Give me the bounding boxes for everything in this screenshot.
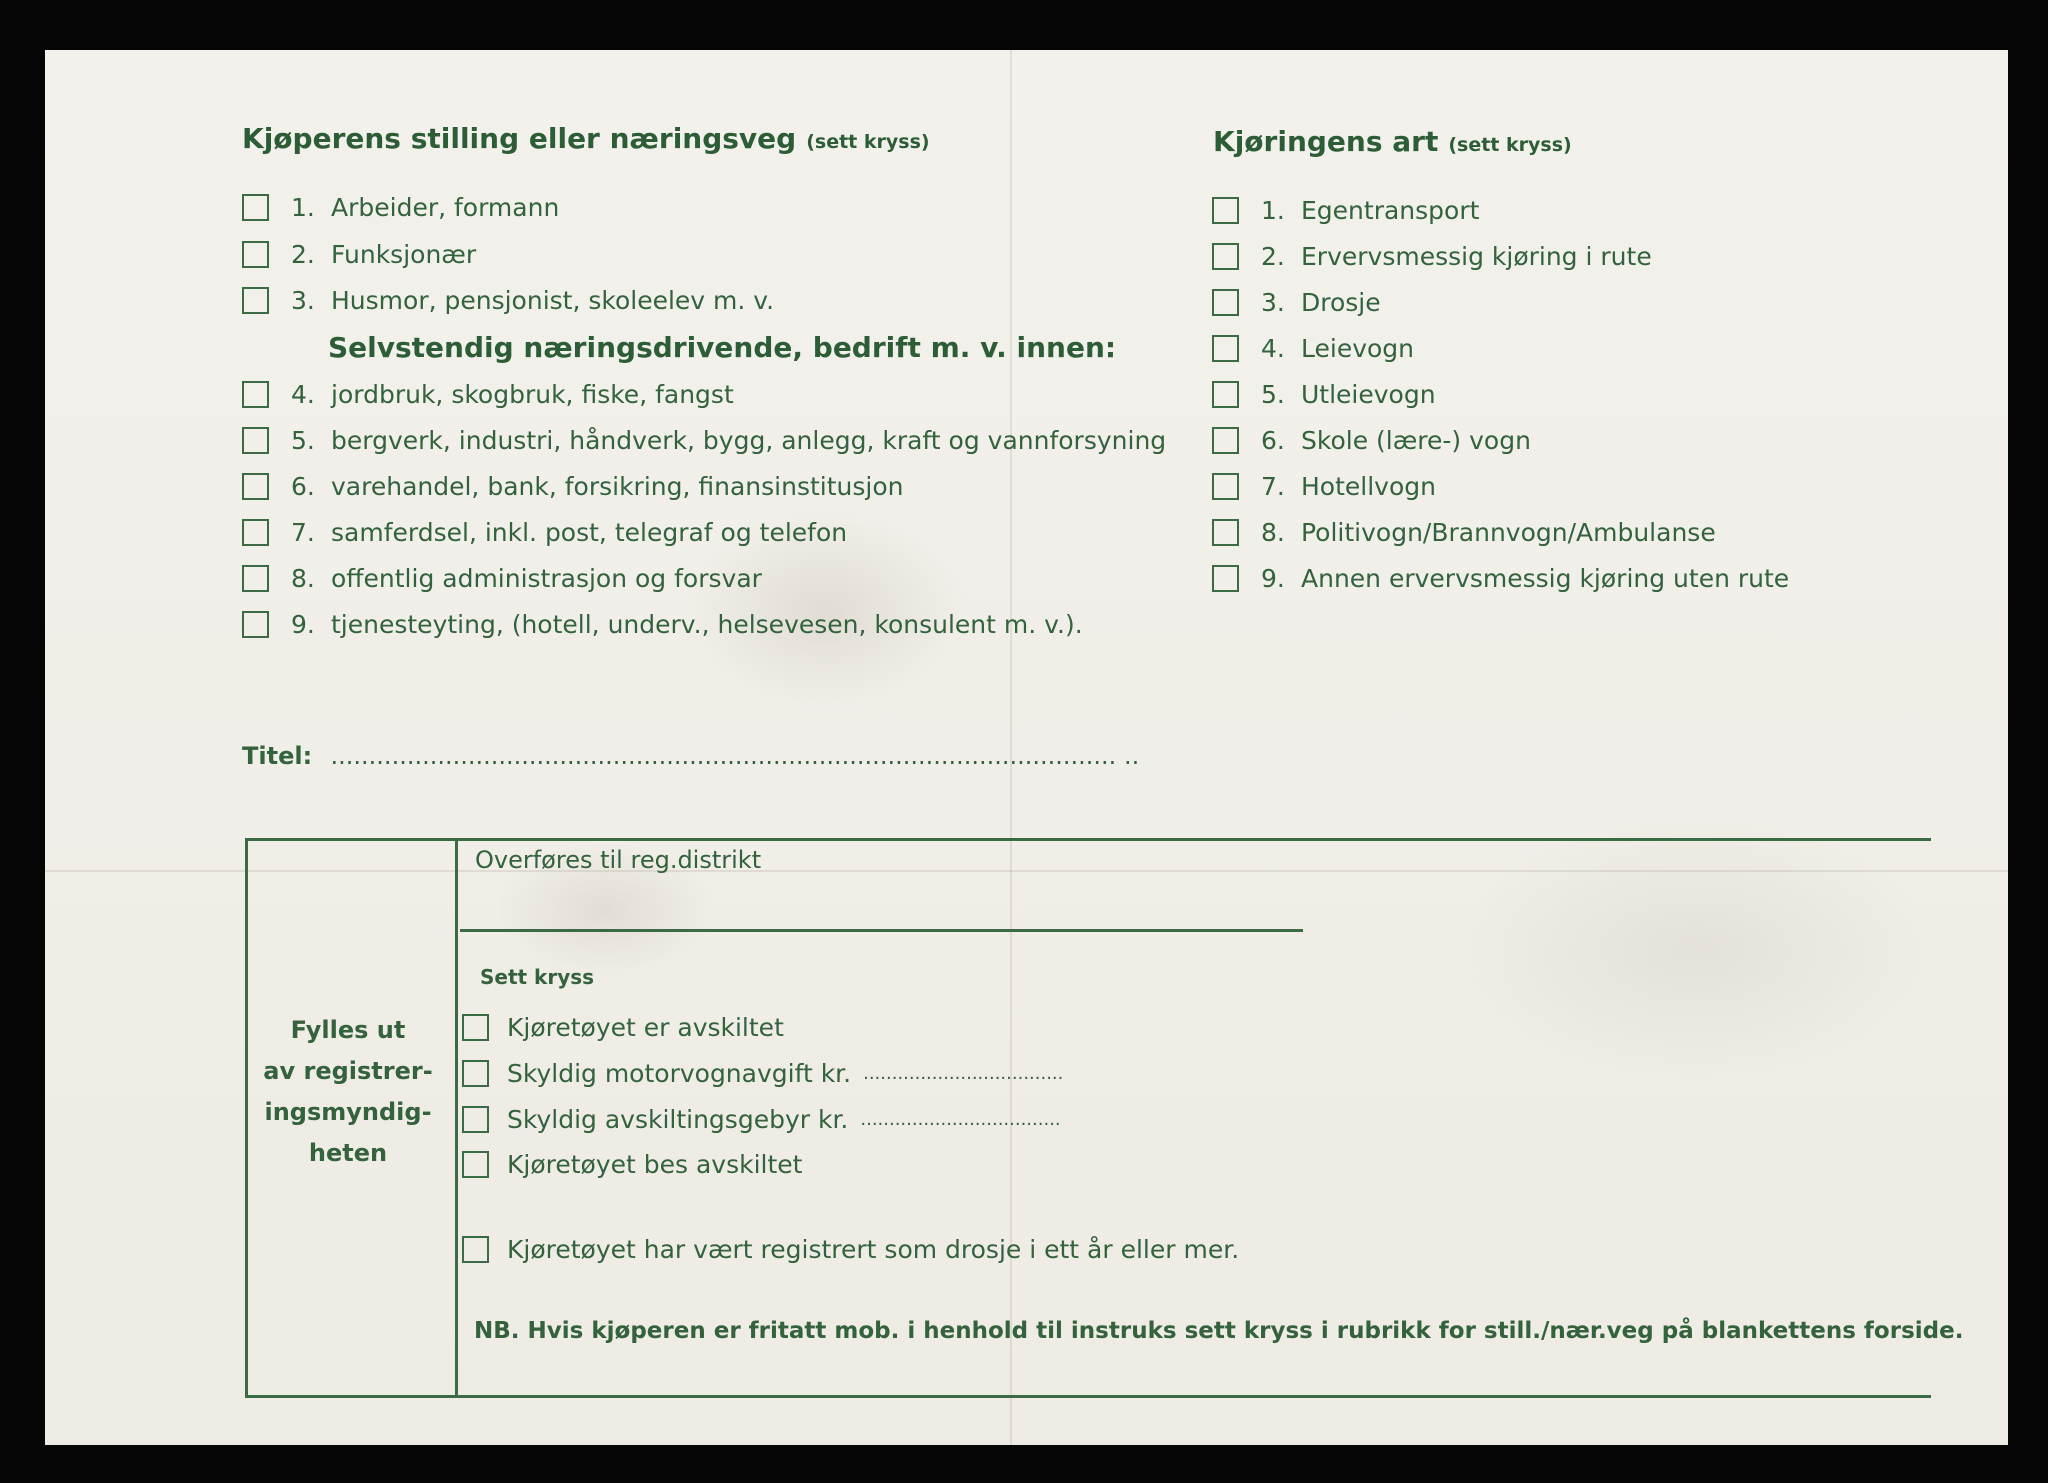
amount-dotted-line: ................................... (863, 1063, 1064, 1084)
option-number: 3. (1261, 288, 1285, 317)
option-number: 9. (291, 610, 315, 639)
checkbox[interactable] (1212, 243, 1239, 270)
transfer-district-label: Overføres til reg.distrikt (475, 846, 762, 874)
checkbox[interactable] (242, 565, 269, 592)
option-label: Politivogn/Brannvogn/Ambulanse (1301, 518, 1716, 547)
title-dotted-line: ....................................................................................................... .. (330, 742, 1140, 770)
option-label: bergverk, industri, håndverk, bygg, anlegg, kraft og vannforsyning (331, 426, 1167, 455)
occupation-option-8[interactable] (242, 564, 762, 593)
checkbox[interactable] (1212, 289, 1239, 316)
option-number: 8. (1261, 518, 1285, 547)
buyer-occupation-heading (242, 122, 930, 155)
option-number: 3. (291, 286, 315, 315)
fold-line-horizontal (45, 870, 2008, 872)
box-divider (455, 838, 458, 1398)
driving-option-2[interactable] (1212, 242, 1652, 271)
nb-note: NB. Hvis kjøperen er fritatt mob. i henhold til instruks sett kryss i rubrikk for still./nær.veg på blankettens forside. (474, 1318, 1964, 1344)
checkbox[interactable] (462, 1106, 489, 1133)
option-number: 6. (1261, 426, 1285, 455)
option-label: jordbruk, skogbruk, fiske, fangst (331, 380, 734, 409)
option-number: 2. (291, 240, 315, 269)
driving-type-heading-note: (sett kryss) (1448, 134, 1572, 156)
option-label: varehandel, bank, forsikring, finansinstitusjon (331, 472, 904, 501)
check-label: Kjøretøyet er avskiltet (507, 1013, 784, 1042)
option-number: 4. (291, 380, 315, 409)
checkbox[interactable] (242, 287, 269, 314)
checkbox[interactable] (242, 241, 269, 268)
option-label: Arbeider, formann (331, 193, 560, 222)
option-number: 5. (291, 426, 315, 455)
option-label: Drosje (1301, 288, 1381, 317)
check-label: Skyldig avskiltingsgebyr kr. (507, 1105, 849, 1134)
buyer-occupation-heading-text: Kjøperens stilling eller næringsveg (242, 122, 797, 155)
checkbox[interactable] (1212, 335, 1239, 362)
occupation-option-1[interactable] (242, 193, 559, 222)
driving-option-9[interactable] (1212, 564, 1789, 593)
checkbox[interactable] (1212, 197, 1239, 224)
taxi-registered-check[interactable] (462, 1235, 1239, 1264)
driving-type-heading-text: Kjøringens art (1213, 125, 1439, 158)
checkbox[interactable] (242, 519, 269, 546)
occupation-option-5[interactable] (242, 426, 1166, 455)
transfer-district-line (460, 929, 1303, 932)
option-label: Annen ervervsmessig kjøring uten rute (1301, 564, 1790, 593)
side-text-line: heten (308, 1139, 388, 1167)
amount-dotted-line: ................................... (860, 1109, 1061, 1130)
option-number: 1. (1261, 196, 1285, 225)
box-bottom-border (245, 1395, 1931, 1398)
checkbox[interactable] (1212, 565, 1239, 592)
option-number: 7. (291, 518, 315, 547)
option-label: Leievogn (1301, 334, 1415, 363)
option-label: Skole (lære-) vogn (1301, 426, 1531, 455)
checkbox[interactable] (1212, 427, 1239, 454)
registration-authority-note (248, 1010, 448, 1174)
occupation-option-6[interactable] (242, 472, 904, 501)
checkbox[interactable] (242, 611, 269, 638)
option-number: 5. (1261, 380, 1285, 409)
deregistration-fee-check[interactable] (462, 1105, 1061, 1134)
option-label: Hotellvogn (1301, 472, 1436, 501)
checkbox[interactable] (1212, 519, 1239, 546)
option-number: 4. (1261, 334, 1285, 363)
driving-type-heading (1213, 125, 1572, 158)
box-top-border (245, 838, 1931, 841)
option-label: offentlig administrasjon og forsvar (331, 564, 762, 593)
check-label: Kjøretøyet bes avskiltet (507, 1150, 803, 1179)
side-text-line: ingsmyndig- (264, 1098, 432, 1126)
self-employed-subheading: Selvstendig næringsdrivende, bedrift m. v. innen: (328, 331, 1117, 364)
driving-option-6[interactable] (1212, 426, 1531, 455)
checkbox[interactable] (1212, 381, 1239, 408)
deregistered-check[interactable] (462, 1013, 784, 1042)
checkbox[interactable] (242, 381, 269, 408)
driving-option-4[interactable] (1212, 334, 1414, 363)
check-label: Skyldig motorvognavgift kr. (507, 1059, 852, 1088)
option-label: Husmor, pensjonist, skoleelev m. v. (331, 286, 775, 315)
check-label: Kjøretøyet har vært registrert som drosje i ett år eller mer. (507, 1235, 1240, 1264)
option-number: 6. (291, 472, 315, 501)
option-label: tjenesteyting, (hotell, underv., helsevesen, konsulent m. v.). (331, 610, 1083, 639)
driving-option-8[interactable] (1212, 518, 1716, 547)
option-label: Egentransport (1301, 196, 1480, 225)
occupation-option-2[interactable] (242, 240, 476, 269)
checkbox[interactable] (462, 1014, 489, 1041)
checkbox[interactable] (242, 427, 269, 454)
checkbox[interactable] (462, 1060, 489, 1087)
motor-tax-check[interactable] (462, 1059, 1063, 1088)
option-label: Funksjonær (331, 240, 477, 269)
checkbox[interactable] (1212, 473, 1239, 500)
option-label: Utleievogn (1301, 380, 1436, 409)
driving-option-7[interactable] (1212, 472, 1436, 501)
option-number: 8. (291, 564, 315, 593)
buyer-occupation-heading-note: (sett kryss) (806, 131, 930, 153)
checkbox[interactable] (462, 1236, 489, 1263)
driving-option-5[interactable] (1212, 380, 1436, 409)
sett-kryss-label: Sett kryss (480, 965, 595, 989)
request-deregistration-check[interactable] (462, 1150, 802, 1179)
option-number: 9. (1261, 564, 1285, 593)
side-text-line: Fylles ut (290, 1016, 406, 1044)
checkbox[interactable] (242, 473, 269, 500)
occupation-option-9[interactable] (242, 610, 1083, 639)
option-number: 1. (291, 193, 315, 222)
title-label: Titel: (242, 742, 313, 770)
title-field[interactable] (242, 742, 1139, 770)
checkbox[interactable] (242, 194, 269, 221)
driving-option-3[interactable] (1212, 288, 1381, 317)
option-label: Ervervsmessig kjøring i rute (1301, 242, 1652, 271)
occupation-option-3[interactable] (242, 286, 774, 315)
occupation-option-7[interactable] (242, 518, 847, 547)
occupation-option-4[interactable] (242, 380, 734, 409)
checkbox[interactable] (462, 1151, 489, 1178)
side-text-line: av registrer- (263, 1057, 433, 1085)
option-label: samferdsel, inkl. post, telegraf og telefon (331, 518, 848, 547)
option-number: 2. (1261, 242, 1285, 271)
option-number: 7. (1261, 472, 1285, 501)
driving-option-1[interactable] (1212, 196, 1479, 225)
